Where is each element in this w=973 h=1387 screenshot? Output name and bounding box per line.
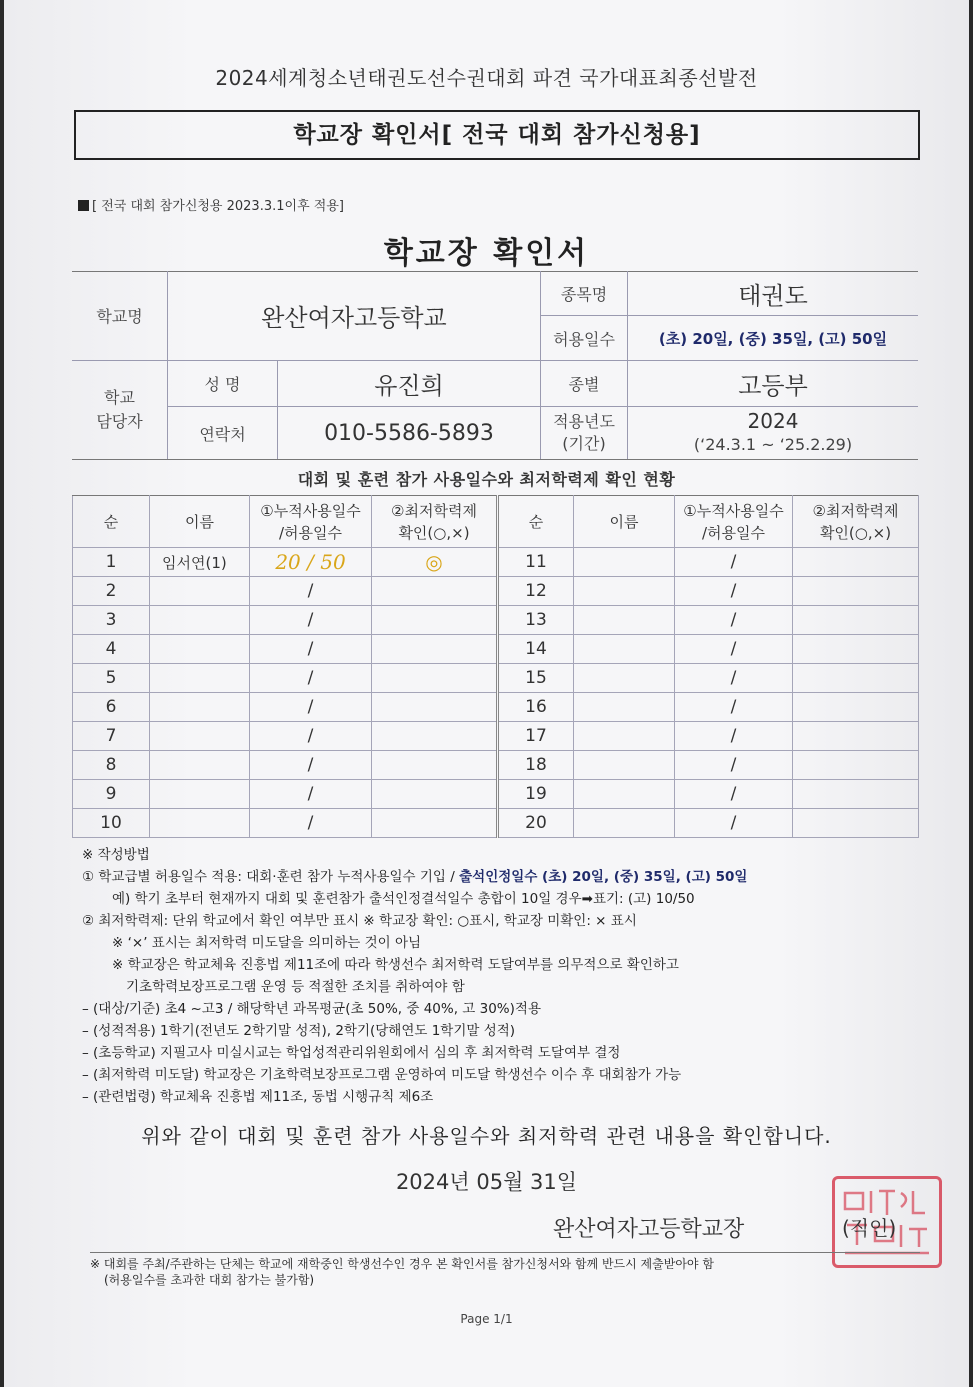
guide-line-1-highlight: 출석인정일수 (초) 20일, (중) 35일, (고) 50일	[459, 869, 748, 885]
cell-no: 1	[73, 548, 150, 577]
writing-guide	[82, 844, 912, 1108]
col-no-header: 순	[498, 496, 574, 548]
cell-no: 20	[498, 809, 574, 838]
cell-no: 11	[498, 548, 574, 577]
cell-days: /	[675, 664, 793, 693]
cell-days: 20 / 50	[250, 548, 372, 577]
guide-line-8: – (성적적용) 1학기(전년도 2학기말 성적), 2학기(당해연도 1학기말 성적)	[82, 1023, 516, 1039]
table-row	[73, 751, 919, 780]
cell-days: /	[250, 751, 372, 780]
cell-days: /	[675, 693, 793, 722]
cell-no: 3	[73, 606, 150, 635]
cell-minlevel-check	[793, 606, 919, 635]
year-label	[541, 407, 627, 459]
days-header-line2: /허용일수	[278, 523, 342, 542]
cell-name	[574, 809, 675, 838]
cell-name	[574, 548, 675, 577]
col-name-header: 이름	[574, 496, 675, 548]
cell-days: /	[675, 577, 793, 606]
table-body	[73, 548, 919, 838]
col-no-header: 순	[73, 496, 150, 548]
min-header-line2: 확인(○,×)	[819, 523, 892, 542]
days-header-line1: ①누적사용일수	[260, 501, 361, 520]
year-label-line2: (기간)	[562, 434, 606, 453]
col-name-header: 이름	[150, 496, 250, 548]
min-header-line1: ②최저학력제	[391, 501, 477, 520]
cell-days: /	[250, 664, 372, 693]
guide-line-1-text: ① 학교급별 허용일수 적용: 대회·훈련 참가 누적사용일수 기입 /	[82, 869, 460, 885]
cell-days: /	[675, 606, 793, 635]
year-value	[628, 407, 918, 459]
year-period: (‘24.3.1 ~ ‘25.2.29)	[693, 435, 853, 454]
phone-label: 연락처	[199, 424, 246, 444]
cell-days: /	[250, 809, 372, 838]
school-value: 완산여자고등학교	[261, 304, 447, 332]
cell-name: 임서연(1)	[150, 548, 250, 577]
guide-line-5: ※ 학교장은 학교체육 진흥법 제11조에 따라 학생선수 최저학력 도달여부를 의무적으로 확인하고	[112, 957, 679, 973]
footnote-line-1: ※ 대회를 주최/주관하는 단체는 학교에 재학중인 학생선수인 경우 본 확인서를 참가신청서와 함께 반드시 제출받아야 함	[90, 1257, 714, 1271]
guide-line-2: 예) 학기 초부터 현재까지 대회 및 훈련참가 출석인정결석일수 총합이 10일 경우➡표기: (고) 10/50	[112, 891, 695, 907]
cell-name	[150, 722, 250, 751]
table-row	[73, 577, 919, 606]
table-row	[73, 635, 919, 664]
name-value: 유진희	[374, 372, 444, 400]
cell-minlevel-check	[372, 722, 498, 751]
cell-days: /	[675, 809, 793, 838]
cell-name	[150, 577, 250, 606]
cell-minlevel-check	[372, 780, 498, 809]
cell-days: /	[675, 780, 793, 809]
footnote-line-2: (허용일수를 초과한 대회 참가는 불가함)	[104, 1273, 315, 1287]
cell-minlevel-check: ◎	[372, 548, 498, 577]
col-minlevel-header	[372, 496, 498, 548]
division-value: 고등부	[738, 372, 808, 400]
name-label: 성 명	[204, 375, 241, 394]
days-header-line1: ①누적사용일수	[683, 501, 784, 520]
cell-minlevel-check	[372, 577, 498, 606]
table-row	[73, 664, 919, 693]
allowed-label: 허용일수	[553, 329, 615, 349]
col-days-header	[675, 496, 793, 548]
cell-no: 18	[498, 751, 574, 780]
min-header-line2: 확인(○,×)	[398, 523, 470, 542]
cell-minlevel-check	[372, 664, 498, 693]
cell-no: 2	[73, 577, 150, 606]
cell-minlevel-check	[372, 606, 498, 635]
cell-minlevel-check	[372, 751, 498, 780]
days-header-line2: /허용일수	[701, 523, 765, 542]
table-row	[73, 780, 919, 809]
cell-no: 17	[498, 722, 574, 751]
cell-no: 6	[73, 693, 150, 722]
guide-line-6: 기초학력보장프로그램 운영 등 적절한 조치를 취하여야 함	[126, 979, 465, 995]
cell-minlevel-check	[793, 780, 919, 809]
cell-name	[150, 693, 250, 722]
table-row	[73, 809, 919, 838]
col-minlevel-header	[793, 496, 919, 548]
cell-minlevel-check	[793, 548, 919, 577]
table-row	[73, 722, 919, 751]
contact-label-line2: 담당자	[96, 412, 143, 431]
cell-no: 5	[73, 664, 150, 693]
table-header-row	[73, 496, 919, 548]
cell-name	[150, 809, 250, 838]
cell-days: /	[675, 548, 793, 577]
cell-minlevel-check	[372, 809, 498, 838]
sport-value: 태권도	[738, 281, 808, 310]
division-label: 종별	[568, 375, 600, 394]
cell-name	[150, 606, 250, 635]
page-indicator: Page 1/1	[460, 1312, 513, 1326]
cell-no: 19	[498, 780, 574, 809]
square-bullet-icon	[78, 200, 89, 211]
apply-note-text: [ 전국 대회 참가신청용 2023.3.1이후 적용]	[92, 199, 344, 214]
cell-name	[150, 751, 250, 780]
table-row	[73, 548, 919, 577]
cell-days: /	[250, 693, 372, 722]
cell-days: /	[675, 722, 793, 751]
cell-days: /	[250, 606, 372, 635]
cell-no: 12	[498, 577, 574, 606]
cell-name	[574, 606, 675, 635]
main-heading: 학교장 확인서	[383, 236, 590, 271]
year-value-main: 2024	[747, 409, 799, 433]
cell-no: 4	[73, 635, 150, 664]
cell-name	[574, 693, 675, 722]
guide-line-10: – (최저학력 미도달) 학교장은 기초학력보장프로그램 운영하여 미도달 학생선수 이수 후 대회참가 가능	[82, 1067, 682, 1083]
cell-name	[574, 577, 675, 606]
seal-label: (직인)	[842, 1216, 897, 1240]
cell-no: 13	[498, 606, 574, 635]
cell-days: /	[250, 722, 372, 751]
cell-no: 8	[73, 751, 150, 780]
document-page	[4, 0, 969, 1387]
boxed-form-title: 학교장 확인서[ 전국 대회 참가신청용]	[74, 110, 920, 160]
cell-minlevel-check	[372, 693, 498, 722]
cell-days: /	[675, 751, 793, 780]
guide-line-1	[82, 866, 912, 888]
cell-name	[574, 780, 675, 809]
apply-note	[78, 195, 344, 214]
table-row	[73, 693, 919, 722]
signer-name: 완산여자고등학교장	[553, 1217, 745, 1242]
cell-no: 15	[498, 664, 574, 693]
year-label-line1: 적용년도	[553, 412, 615, 431]
info-table	[72, 271, 918, 461]
guide-line-7: – (대상/기준) 초4 ~고3 / 해당학년 과목평균(초 50%, 중 40%, 고 30%)적용	[82, 1001, 541, 1017]
guide-line-9: – (초등학교) 지필고사 미실시교는 학업성적관리위원회에서 심의 후 최저학력 도달여부 결정	[82, 1045, 621, 1061]
cell-name	[574, 664, 675, 693]
cell-days: /	[250, 780, 372, 809]
cell-name	[574, 635, 675, 664]
cell-minlevel-check	[793, 577, 919, 606]
table-row	[73, 606, 919, 635]
cell-no: 7	[73, 722, 150, 751]
guide-line-4: ※ ‘×’ 표시는 최저학력 미도달을 의미하는 것이 아님	[112, 935, 422, 951]
cell-name	[574, 722, 675, 751]
cell-name	[150, 664, 250, 693]
submission-footnote	[90, 1252, 920, 1288]
col-days-header	[250, 496, 372, 548]
min-header-line1: ②최저학력제	[812, 501, 899, 520]
status-section-title: 대회 및 훈련 참가 사용일수와 최저학력제 확인 현황	[297, 470, 676, 489]
cell-no: 14	[498, 635, 574, 664]
cell-no: 10	[73, 809, 150, 838]
cell-days: /	[250, 577, 372, 606]
guide-title: ※ 작성방법	[82, 847, 150, 863]
cell-minlevel-check	[793, 693, 919, 722]
guide-line-11: – (관련법령) 학교체육 진흥법 제11조, 동법 시행규칙 제6조	[82, 1089, 434, 1105]
event-title: 2024세계청소년태권도선수권대회 파견 국가대표최종선발전	[215, 66, 758, 90]
cell-days: /	[250, 635, 372, 664]
cell-minlevel-check	[372, 635, 498, 664]
contact-label-line1: 학교	[104, 388, 135, 407]
sport-label: 종목명	[560, 284, 608, 304]
cell-name	[574, 751, 675, 780]
cell-minlevel-check	[793, 635, 919, 664]
athlete-table	[72, 495, 919, 838]
school-label: 학교명	[96, 307, 143, 326]
cell-name	[150, 635, 250, 664]
confirmation-statement: 위와 같이 대회 및 훈련 참가 사용일수와 최저학력 관련 내용을 확인합니다.	[141, 1124, 832, 1148]
allowed-value: (초) 20일, (중) 35일, (고) 50일	[658, 329, 888, 348]
phone-value: 010-5586-5893	[324, 420, 494, 446]
cell-minlevel-check	[793, 809, 919, 838]
cell-minlevel-check	[793, 664, 919, 693]
guide-line-3: ② 최저학력제: 단위 학교에서 확인 여부만 표시 ※ 학교장 확인: ○표시, 학교장 미확인: × 표시	[82, 913, 637, 929]
cell-name	[150, 780, 250, 809]
contact-label	[72, 361, 167, 459]
cell-no: 16	[498, 693, 574, 722]
issue-date: 2024년 05월 31일	[395, 1170, 578, 1194]
cell-minlevel-check	[793, 722, 919, 751]
cell-days: /	[675, 635, 793, 664]
cell-no: 9	[73, 780, 150, 809]
cell-minlevel-check	[793, 751, 919, 780]
